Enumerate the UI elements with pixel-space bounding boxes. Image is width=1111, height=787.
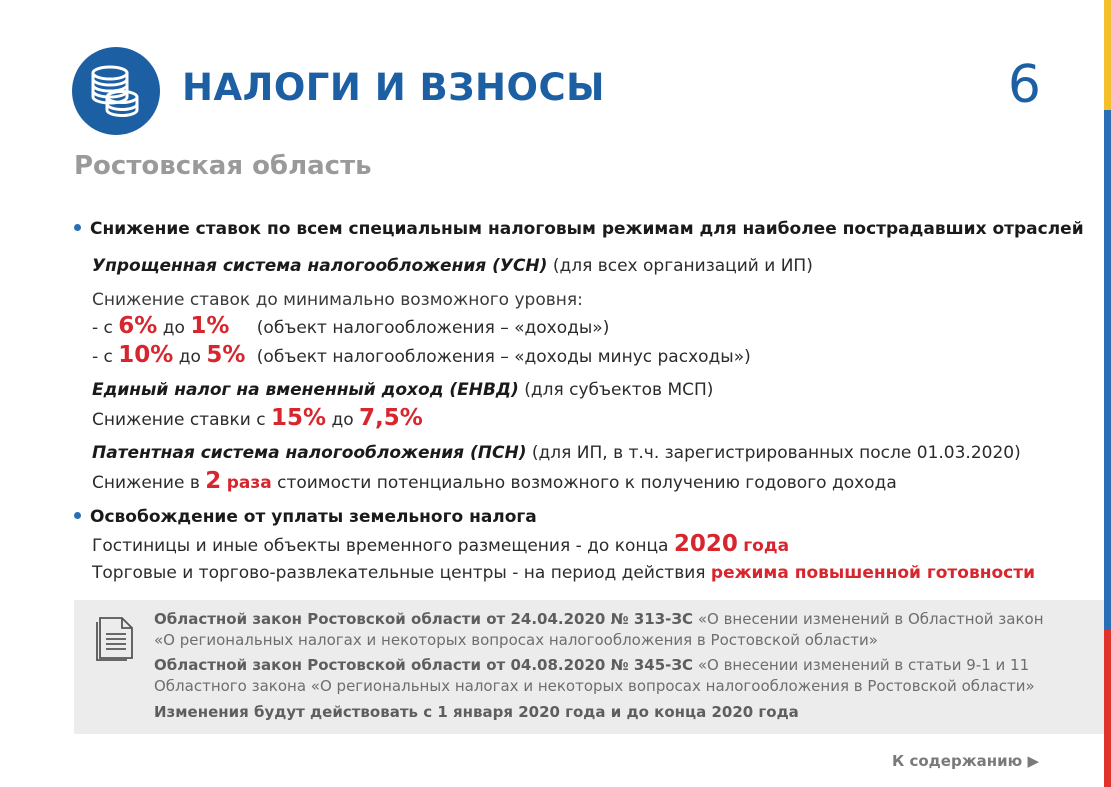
law-1-line-b: «О региональных налогах и некоторых вопросах налогообложения в Ростовской области» — [154, 631, 878, 649]
coins-stack-icon — [72, 47, 160, 135]
usn-rate-row-1: - с 6% до 1% (объект налогообложения – «доходы») — [92, 313, 610, 339]
table-of-contents-link[interactable]: К содержанию ▶ — [892, 752, 1039, 770]
page-title: НАЛОГИ И ВЗНОСЫ — [182, 66, 605, 109]
psn-name: Патентная система налогообложения (ПСН) — [92, 443, 527, 463]
usn-intro: Снижение ставок до минимально возможного уровня: — [92, 290, 583, 310]
high-alert-regime: режима повышенной готовности — [710, 563, 1035, 583]
stripe-red — [1104, 630, 1111, 787]
stripe-blue — [1104, 110, 1111, 630]
land-tax-year: 2020 — [673, 531, 738, 557]
document-icon — [96, 612, 136, 666]
psn-times-value: 2 — [205, 468, 222, 494]
triangle-right-icon: ▶ — [1027, 752, 1039, 770]
region-heading: Ростовская область — [74, 151, 372, 181]
land-tax-malls-row: Торговые и торгово-развлекательные центры - на период действия режима повышенной готовности — [92, 563, 1035, 583]
land-tax-hotels-row: Гостиницы и иные объекты временного размещения - до конца 2020 года — [92, 531, 790, 557]
psn-title-line — [92, 443, 1021, 463]
envd-scope: (для субъектов МСП) — [524, 380, 714, 400]
usn-object-note-2: (объект налогообложения – «доходы минус расходы») — [256, 347, 751, 367]
psn-times-word: раза — [226, 473, 272, 493]
law-2-title: Областной закон Ростовской области от 04.08.2020 № 345-ЗС — [154, 656, 694, 674]
envd-rate-row: Снижение ставки с 15% до 7,5% — [92, 405, 423, 431]
land-tax-year-word: года — [743, 536, 790, 556]
stripe-yellow — [1104, 0, 1111, 110]
law-2-line-b: Областного закона «О региональных налогах и некоторых вопросах налогообложения в Ростовской области» — [154, 677, 1035, 695]
side-color-stripe — [1104, 0, 1111, 787]
section-heading-land-tax: Освобождение от уплаты земельного налога — [74, 507, 537, 527]
usn-rate-to-2: 5% — [206, 342, 246, 368]
psn-reduction-row: Снижение в 2 раза стоимости потенциально возможного к получению годового дохода — [92, 468, 897, 494]
usn-rate-row-2: - с 10% до 5% (объект налогообложения – «доходы минус расходы») — [92, 342, 751, 368]
law-1-title: Областной закон Ростовской области от 24.04.2020 № 313-ЗС — [154, 610, 694, 628]
envd-name: Единый налог на вмененный доход (ЕНВД) — [92, 380, 519, 400]
usn-rate-from-2: 10% — [118, 342, 174, 368]
section-heading-tax-rates: Снижение ставок по всем специальным налоговым режимам для наиболее пострадавших отраслей — [74, 219, 1084, 239]
validity-note: Изменения будут действовать с 1 января 2020 года и до конца 2020 года — [154, 703, 799, 721]
page-number: 6 — [1007, 55, 1041, 115]
law-2-line-a: Областной закон Ростовской области от 04.08.2020 № 345-ЗС «О внесении изменений в статьи 9-1 и 11 — [154, 656, 1030, 674]
envd-rate-to: 7,5% — [359, 405, 423, 431]
usn-name: Упрощенная система налогообложения (УСН) — [92, 256, 548, 276]
bullet-icon — [74, 512, 81, 519]
envd-rate-from: 15% — [271, 405, 327, 431]
law-1-line-a: Областной закон Ростовской области от 24.04.2020 № 313-ЗС «О внесении изменений в Областной закон — [154, 610, 1044, 628]
usn-rate-to-1: 1% — [190, 313, 230, 339]
envd-title-line — [92, 380, 713, 400]
psn-scope: (для ИП, в т.ч. зарегистрированных после 01.03.2020) — [531, 443, 1021, 463]
usn-title-line — [92, 256, 813, 276]
legal-basis-panel — [74, 600, 1104, 734]
usn-rate-from-1: 6% — [118, 313, 158, 339]
usn-scope: (для всех организаций и ИП) — [552, 256, 813, 276]
usn-object-note-1: (объект налогообложения – «доходы») — [256, 318, 610, 338]
bullet-icon — [74, 224, 81, 231]
